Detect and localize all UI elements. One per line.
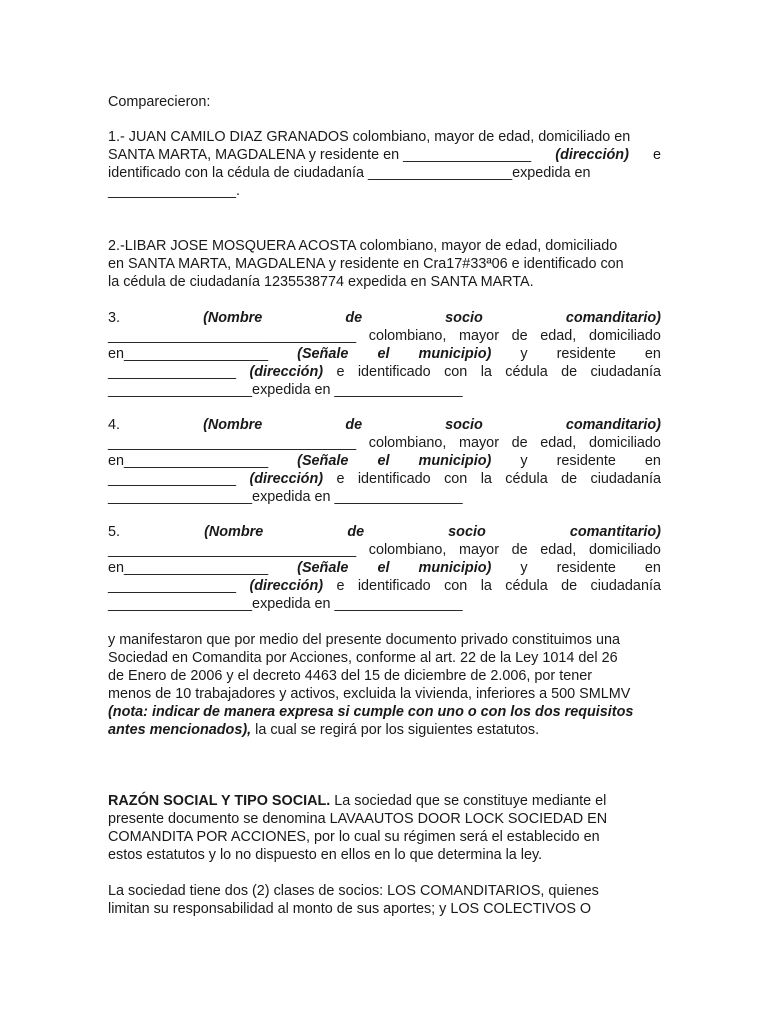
compareciente-1-paragraph: 1.- JUAN CAMILO DIAZ GRANADOS colombiano, mayor de edad, domiciliado en SANTA MARTA, MAGDALENA y residente en ________________ (dirección) e identificado con la cédula de ciudadanía __________________expedida en ________________. [108,129,661,199]
intro-paragraph: Comparecieron: [108,94,211,110]
socio-4-paragraph: 4. (Nombre de socio comanditario) _______________________________ colombiano, mayor de edad, domiciliado en__________________ (Señale el municipio) y residente en ________________ (dirección) e identificado con la cédula de ciudadanía __________________expedida en ________________ [108,417,661,505]
razon-social-paragraph: RAZÓN SOCIAL Y TIPO SOCIAL. La sociedad que se constituye mediante el presente documento se denomina LAVAAUTOS DOOR LOCK SOCIEDAD EN COMANDITA POR ACCIONES, por lo cual su régimen será el establecido en estos estatutos y lo no dispuesto en ellos en lo que determina la ley. [108,793,608,863]
socios-clases-paragraph: La sociedad tiene dos (2) clases de socios: LOS COMANDITARIOS, quienes limitan su responsabilidad al monto de sus aportes; y LOS COLECTIVOS O [108,883,599,917]
socio-5-paragraph: 5. (Nombre de socio comantitario) _______________________________ colombiano, mayor de edad, domiciliado en__________________ (Señale el municipio) y residente en ________________ (dirección) e identificado con la cédula de ciudadanía __________________expedida en ________________ [108,524,661,612]
compareciente-2-paragraph: 2.-LIBAR JOSE MOSQUERA ACOSTA colombiano, mayor de edad, domiciliado en SANTA MARTA, MAGDALENA y residente en Cra17#33ª06 e identificado con la cédula de ciudadanía 1235538774 expedida en SANTA MARTA. [108,238,624,290]
socio-3-paragraph: 3. (Nombre de socio comanditario) _______________________________ colombiano, mayor de edad, domiciliado en__________________ (Señale el municipio) y residente en ________________ (dirección) e identificado con la cédula de ciudadanía __________________expedida en ________________ [108,310,661,398]
constitution-paragraph: y manifestaron que por medio del presente documento privado constituimos una Sociedad en Comandita por Acciones, conforme al art. 22 de la Ley 1014 del 26 de Enero de 2006 y el decreto 4463 del 15 de diciembre de 2.006, por tener menos de 10 trabajadores y activos, excluida la vivienda, inferiores a 500 SMLMV (nota: indicar de manera expresa si cumple con uno o con los dos requisitos antes mencionados), la cual se regirá por los siguientes estatutos. [108,632,634,738]
